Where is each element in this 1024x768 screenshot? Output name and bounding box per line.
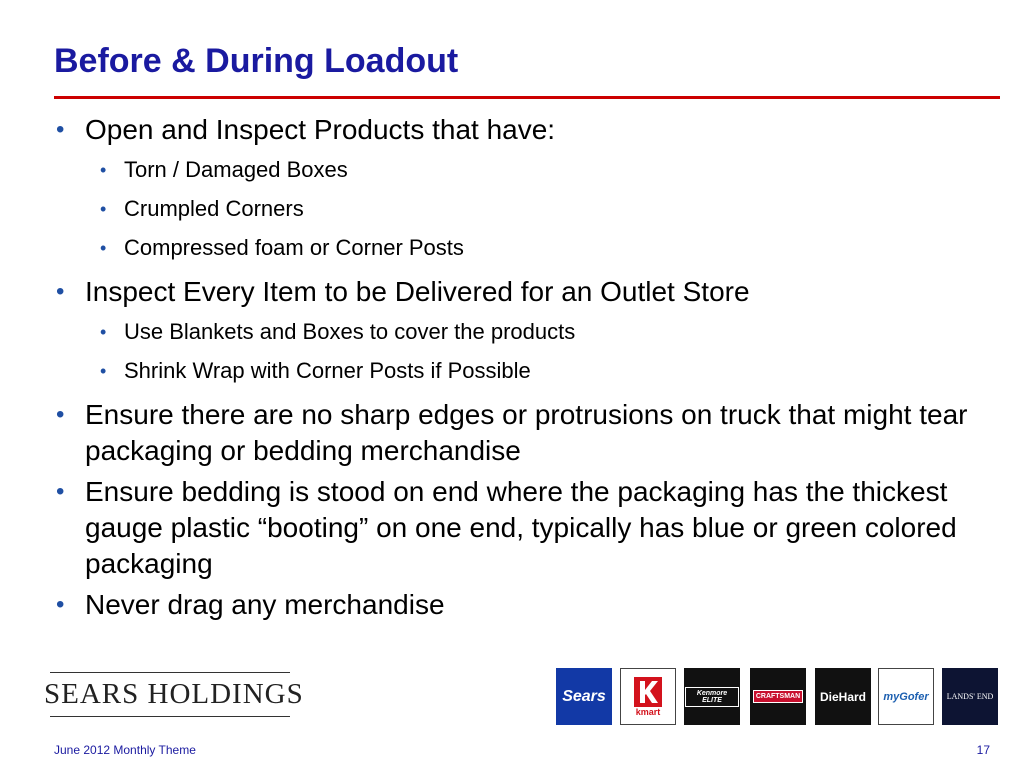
brand-diehard-text: DieHard [819, 689, 866, 704]
bullet-text: Inspect Every Item to be Delivered for an Outlet Store [85, 276, 750, 307]
brand-kenmore-logo [684, 668, 740, 725]
bullet-list [56, 112, 1006, 628]
sub-bullet-dot-icon: • [100, 238, 107, 258]
sub-bullet-dot-icon: • [100, 361, 107, 381]
bullet-text: Ensure there are no sharp edges or protrusions on truck that might tear packaging or bedding merchandise [85, 399, 968, 466]
bullet-dot-icon: • [56, 401, 65, 428]
sub-bullet-group [56, 319, 1006, 384]
sub-bullet-text: Use Blankets and Boxes to cover the products [124, 319, 576, 344]
sub-bullet-group [56, 157, 1006, 261]
sub-bullet-text: Crumpled Corners [124, 196, 304, 221]
brand-kmart-logo [620, 668, 676, 725]
bullet-item [56, 474, 1006, 582]
brand-landsend-logo [942, 668, 998, 725]
brand-craftsman-text: CRAFTSMAN [753, 690, 803, 703]
sub-bullet-dot-icon: • [100, 199, 107, 219]
bullet-dot-icon: • [56, 478, 65, 505]
sub-bullet-item [100, 358, 1006, 384]
bullet-text: Never drag any merchandise [85, 589, 445, 620]
brand-mygofer-text: myGofer [883, 690, 929, 703]
sub-bullet-text: Compressed foam or Corner Posts [124, 235, 464, 260]
brand-diehard-logo [815, 668, 871, 725]
slide-title: Before & During Loadout [54, 42, 459, 80]
sub-bullet-item [100, 157, 1006, 183]
sub-bullet-dot-icon: • [100, 322, 107, 342]
brand-kenmore-text: Kenmore ELITE [685, 687, 739, 707]
sub-bullet-item [100, 196, 1006, 222]
sears-holdings-logo: SEARS HOLDINGS [44, 678, 304, 710]
kmart-k-icon [634, 677, 662, 707]
bullet-text: Ensure bedding is stood on end where the packaging has the thickest gauge plastic “booting” on one end, typically has blue or green colored packaging [85, 476, 957, 579]
bullet-dot-icon: • [56, 116, 65, 143]
bullet-dot-icon: • [56, 278, 65, 305]
sub-bullet-item [100, 319, 1006, 345]
page-number: 17 [976, 743, 990, 757]
sub-bullet-text: Shrink Wrap with Corner Posts if Possible [124, 358, 531, 383]
sub-bullet-item [100, 235, 1006, 261]
footer-theme: June 2012 Monthly Theme [54, 743, 196, 757]
bullet-text: Open and Inspect Products that have: [85, 114, 556, 145]
brand-landsend-text: LANDS' END [946, 692, 994, 701]
bullet-item [56, 587, 1006, 623]
sub-bullet-dot-icon: • [100, 160, 107, 180]
bullet-item [56, 397, 1006, 469]
sub-bullet-text: Torn / Damaged Boxes [124, 157, 348, 182]
title-divider [54, 96, 1000, 99]
logo-rule-top [50, 672, 290, 673]
brand-sears-text: Sears [562, 687, 606, 705]
bullet-dot-icon: • [56, 591, 65, 618]
brand-kmart-text: kmart [635, 706, 661, 717]
bullet-item [56, 274, 1006, 310]
bullet-item [56, 112, 1006, 148]
brand-mygofer-logo [878, 668, 934, 725]
brand-sears-logo [556, 668, 612, 725]
brand-craftsman-logo [750, 668, 806, 725]
logo-rule-bottom [50, 716, 290, 717]
